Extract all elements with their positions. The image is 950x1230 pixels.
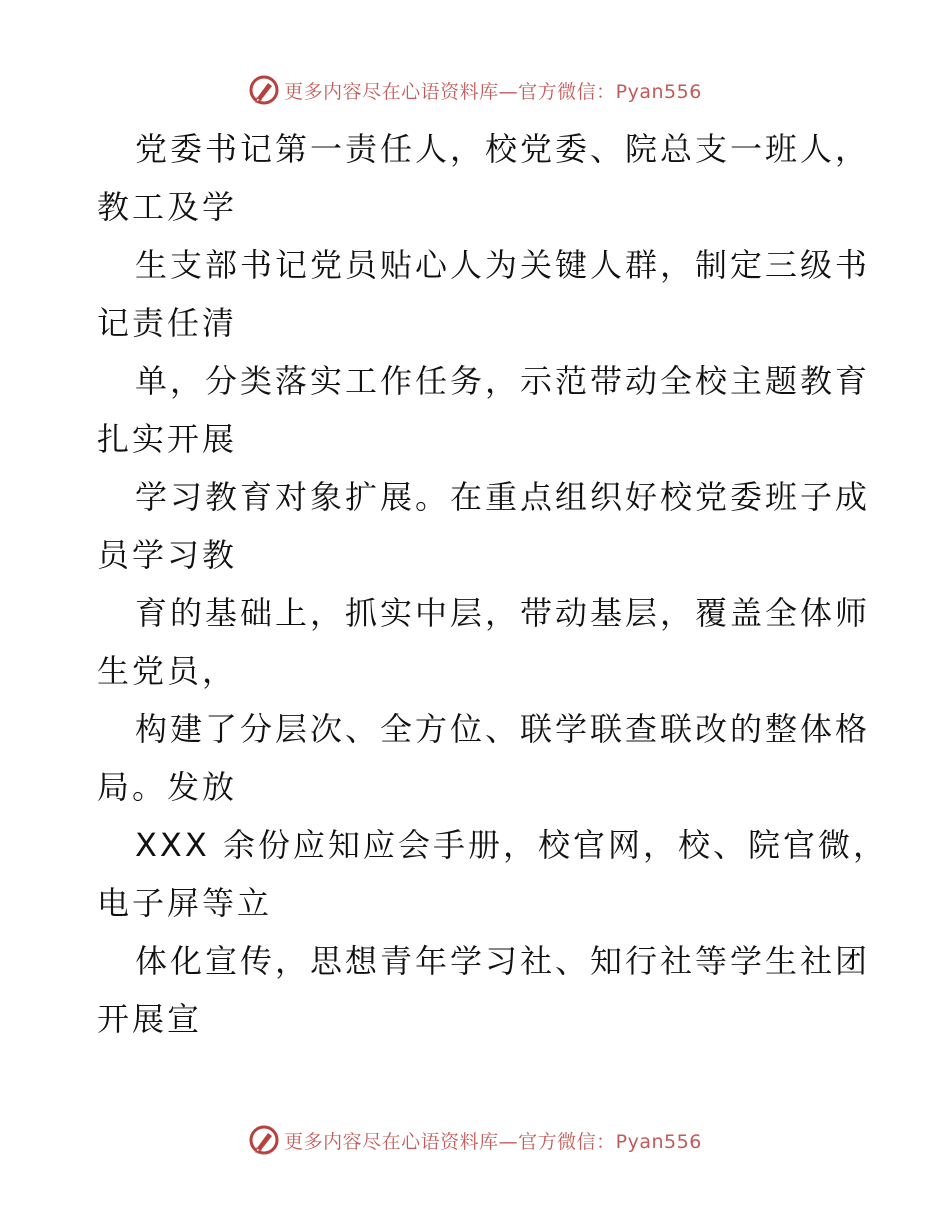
text-line: 生党员， [97, 652, 238, 690]
document-body [97, 120, 888, 1048]
text-line: 育的基础上，抓实中层，带动基层，覆盖全体师 [135, 594, 871, 632]
text-line: 学习教育对象扩展。在重点组织好校党委班子成 [135, 478, 871, 516]
text-line: 扎实开展 [97, 420, 238, 458]
text-line: 记责任清 [97, 304, 238, 342]
text-line: 党委书记第一责任人，校党委、院总支一班人， [135, 130, 871, 168]
text-line: 员学习教 [97, 536, 238, 574]
pen-logo-icon [248, 74, 280, 106]
text-line: XXX 余份应知应会手册，校官网，校、院官微， [135, 826, 888, 864]
text-line: 电子屏等立 [97, 884, 273, 922]
header-banner [0, 70, 950, 110]
footer-banner [0, 1120, 950, 1160]
text-line: 局。发放 [97, 768, 238, 806]
text-line: 构建了分层次、全方位、联学联查联改的整体格 [135, 710, 871, 748]
text-line: 体化宣传，思想青年学习社、知行社等学生社团 [135, 942, 871, 980]
footer-text: 更多内容尽在心语资料库—官方微信：Pyan556 [284, 1130, 702, 1153]
header-text: 更多内容尽在心语资料库—官方微信：Pyan556 [284, 80, 702, 103]
text-line: 生支部书记党员贴心人为关键人群，制定三级书 [135, 246, 871, 284]
pen-logo-icon [248, 1124, 280, 1156]
text-line: 单，分类落实工作任务，示范带动全校主题教育 [135, 362, 871, 400]
text-line: 开展宣 [97, 1000, 203, 1038]
text-line: 教工及学 [97, 188, 238, 226]
